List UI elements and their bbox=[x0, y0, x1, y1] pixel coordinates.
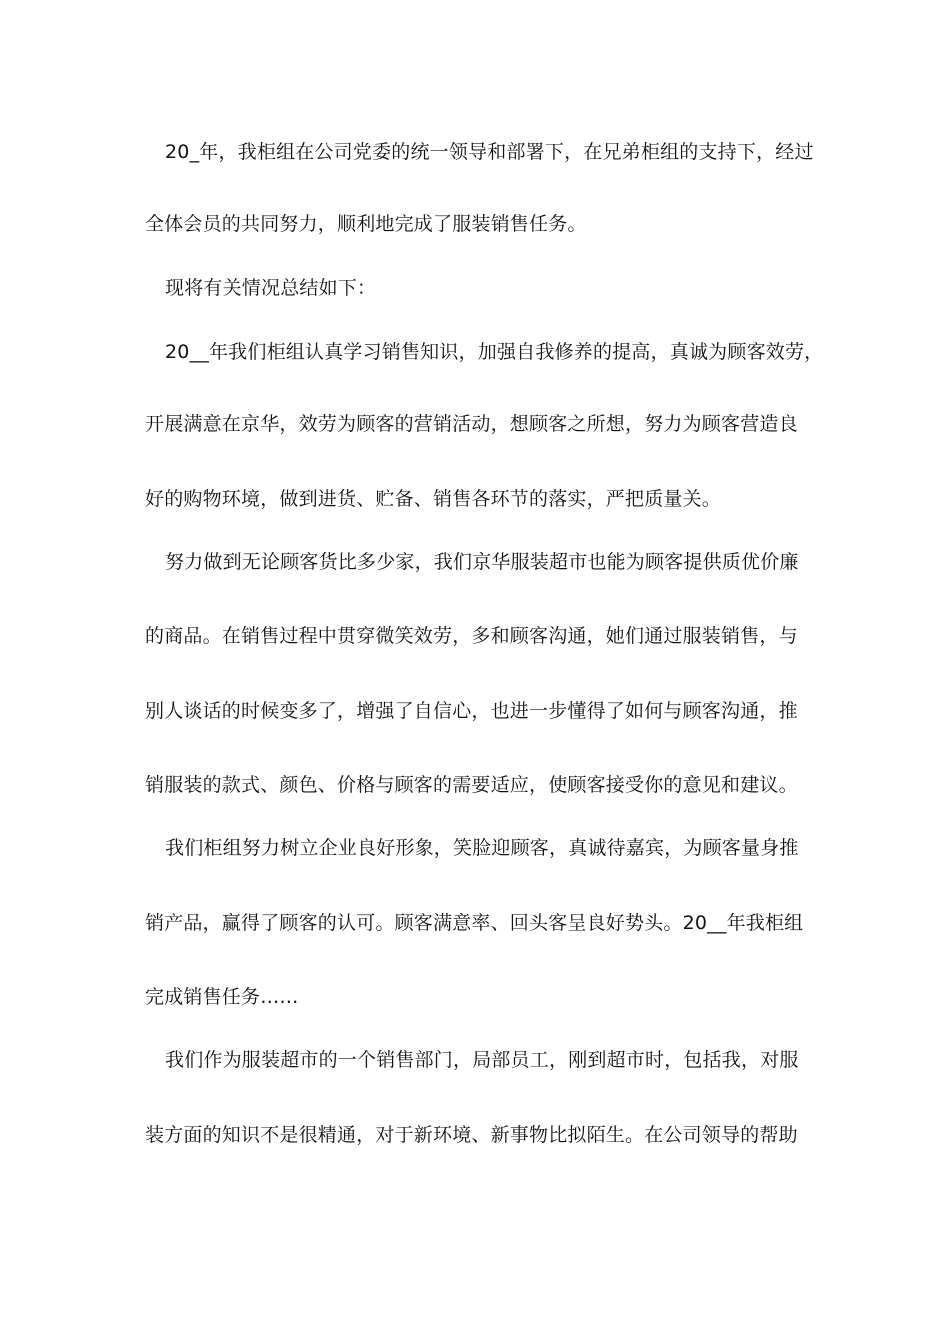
paragraph-line: 完成销售任务…… bbox=[145, 986, 299, 1008]
paragraph-line: 销产品，赢得了顾客的认可。顾客满意率、回头客呈良好势头。20__年我柜组 bbox=[145, 912, 804, 934]
paragraph-line: 的商品。在销售过程中贯穿微笑效劳，多和顾客沟通，她们通过服装销售，与 bbox=[145, 625, 798, 647]
paragraph-line: 装方面的知识不是很精通，对于新环境、新事物比拟陌生。在公司领导的帮助 bbox=[145, 1124, 798, 1146]
paragraph-line: 全体会员的共同努力，顺利地完成了服装销售任务。 bbox=[145, 213, 587, 235]
paragraph-line: 别人谈话的时候变多了，增强了自信心，也进一步懂得了如何与顾客沟通，推 bbox=[145, 700, 798, 722]
paragraph-line: 努力做到无论顾客货比多少家，我们京华服装超市也能为顾客提供质优价廉 bbox=[165, 551, 799, 573]
paragraph-line: 现将有关情况总结如下： bbox=[165, 277, 377, 299]
paragraph-line: 好的购物环境，做到进货、贮备、销售各环节的落实，严把质量关。 bbox=[145, 488, 722, 510]
paragraph-line: 我们作为服装超市的一个销售部门，局部员工，刚到超市时，包括我，对服 bbox=[165, 1049, 799, 1071]
paragraph-line: 20__年我们柜组认真学习销售知识，加强自我修养的提高，真诚为顾客效劳， bbox=[165, 341, 824, 363]
paragraph-line: 我们柜组努力树立企业良好形象，笑脸迎顾客，真诚待嘉宾，为顾客量身推 bbox=[165, 837, 799, 859]
paragraph-line: 销服装的款式、颜色、价格与顾客的需要适应，使顾客接受你的意见和建议。 bbox=[145, 774, 798, 796]
paragraph-line: 开展满意在京华，效劳为顾客的营销活动，想顾客之所想，努力为顾客营造良 bbox=[145, 413, 798, 435]
paragraph-line: 20_年，我柜组在公司党委的统一领导和部署下，在兄弟柜组的支持下，经过 bbox=[165, 141, 814, 163]
